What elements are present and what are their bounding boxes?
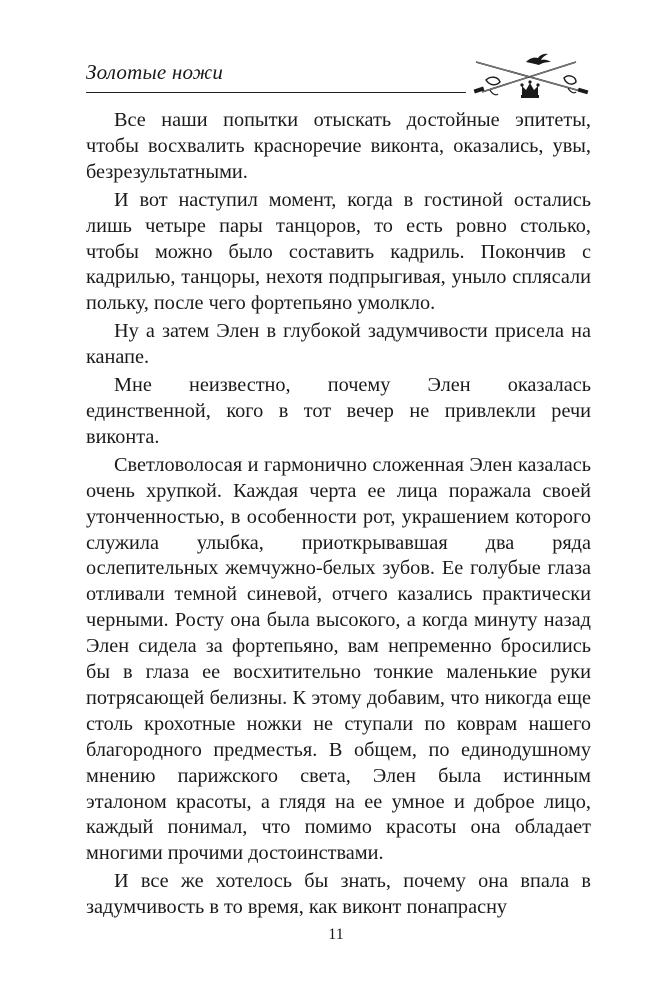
paragraph: Мне неизвестно, почему Элен оказалась единственной, кого в тот вечер не привлекли речи виконта. [86, 374, 591, 448]
running-title: Золотые ножи [86, 60, 224, 84]
running-header [86, 52, 596, 96]
paragraph: И все же хотелось бы знать, почему она впала в задумчивость в то время, как виконт понапрасну [86, 870, 591, 919]
body-text [86, 108, 591, 923]
paragraph: Ну а затем Элен в глубокой задумчивости присела на канапе. [86, 320, 591, 369]
paragraph: Светловолосая и гармонично сложенная Элен казалась очень хрупкой. Каждая черта ее лица поражала своей утонченностью, в особенности рот, украшением которого служила улыбка, приоткрывавшая два ряда ослепительных жемчужно-белых зубов. Ее голубые глаза отливали темной синевой, отчего казались практически черными. Росту она была высокого, а когда минуту назад Элен сидела за фортепьяно, вам непременно бросились бы в глаза ее восхитительно тонкие маленькие руки потрясающей белизны. К этому добавим, что никогда еще столь крохотные ножки не ступали по коврам нашего благородного предместья. В общем, по единодушному мнению парижского света, Элен была истинным эталоном красоты, а глядя на ее умное и доброе лицо, каждый понимал, что помимо красоты она обладает многими прочими достоинствами. [86, 453, 591, 865]
crossed-swords-crown-bird-icon [468, 52, 598, 98]
page-number: 11 [328, 926, 344, 943]
header-rule [86, 92, 466, 93]
paragraph: И вот наступил момент, когда в гостиной остались лишь четыре пары танцоров, то есть ровно столько, чтобы можно было составить кадриль. Покончив с кадрилью, танцоры, нехотя подпрыгивая, уныло сплясали польку, после чего фортепьяно умолкло. [86, 188, 591, 315]
paragraph: Все наши попытки отыскать достойные эпитеты, чтобы восхвалить красноречие виконта, оказались, увы, безрезультатными. [86, 109, 591, 183]
